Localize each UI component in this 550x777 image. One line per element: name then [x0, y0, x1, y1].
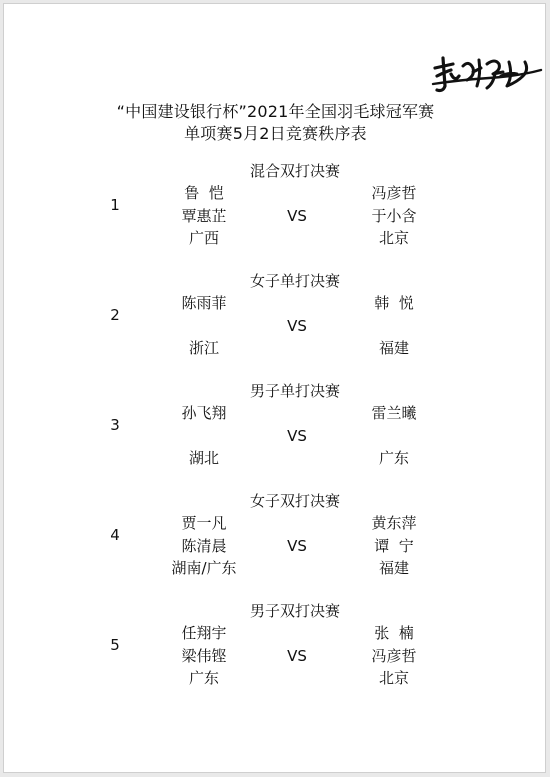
match-number: 3 [110, 416, 120, 434]
right-player-1: 张 楠 [374, 624, 414, 642]
match-number: 2 [110, 306, 120, 324]
event-name: 女子单打决赛 [249, 272, 340, 290]
left-team: 湖北 [188, 449, 219, 467]
vs-label: VS [287, 207, 307, 225]
right-player-1: 冯彦哲 [371, 184, 417, 202]
event-name: 男子单打决赛 [249, 382, 340, 400]
right-player-1: 韩 悦 [374, 294, 414, 312]
right-team: 福建 [378, 339, 409, 357]
vs-label: VS [287, 537, 307, 555]
event-name: 混合双打决赛 [249, 162, 340, 180]
signature-image [429, 46, 544, 96]
document-title: “中国建设银行杯”2021年全国羽毛球冠军赛 [116, 102, 435, 121]
left-player-2: 陈清晨 [181, 537, 227, 555]
vs-label: VS [287, 317, 307, 335]
left-team: 广西 [188, 229, 219, 247]
right-team: 北京 [378, 229, 409, 247]
right-team: 广东 [378, 449, 409, 467]
document-page [3, 3, 546, 773]
left-player-2: 梁伟铿 [181, 647, 227, 665]
left-player-1: 鲁 恺 [184, 184, 224, 202]
left-team: 湖南/广东 [171, 559, 237, 577]
right-player-1: 雷兰曦 [371, 404, 417, 422]
right-player-2: 谭 宁 [374, 537, 414, 555]
left-player-2: 覃惠芷 [181, 207, 227, 225]
vs-label: VS [287, 427, 307, 445]
match-block [4, 601, 547, 701]
event-name: 男子双打决赛 [249, 602, 340, 620]
match-block [4, 271, 547, 371]
left-team: 广东 [188, 669, 219, 687]
match-block [4, 161, 547, 261]
match-number: 1 [110, 196, 120, 214]
left-player-1: 贾一凡 [181, 514, 227, 532]
match-block [4, 381, 547, 481]
left-player-1: 孙飞翔 [181, 404, 227, 422]
right-team: 北京 [378, 669, 409, 687]
match-block [4, 491, 547, 591]
vs-label: VS [287, 647, 307, 665]
document-subtitle: 单项赛5月2日竞赛秩序表 [184, 124, 367, 143]
left-team: 浙江 [188, 339, 219, 357]
left-player-1: 陈雨菲 [181, 294, 227, 312]
right-player-2: 冯彦哲 [371, 647, 417, 665]
right-player-2: 于小含 [371, 207, 417, 225]
match-number: 4 [110, 526, 120, 544]
left-player-1: 任翔宇 [181, 624, 227, 642]
event-name: 女子双打决赛 [249, 492, 340, 510]
right-team: 福建 [378, 559, 409, 577]
right-player-1: 黄东萍 [371, 514, 417, 532]
match-number: 5 [110, 636, 120, 654]
